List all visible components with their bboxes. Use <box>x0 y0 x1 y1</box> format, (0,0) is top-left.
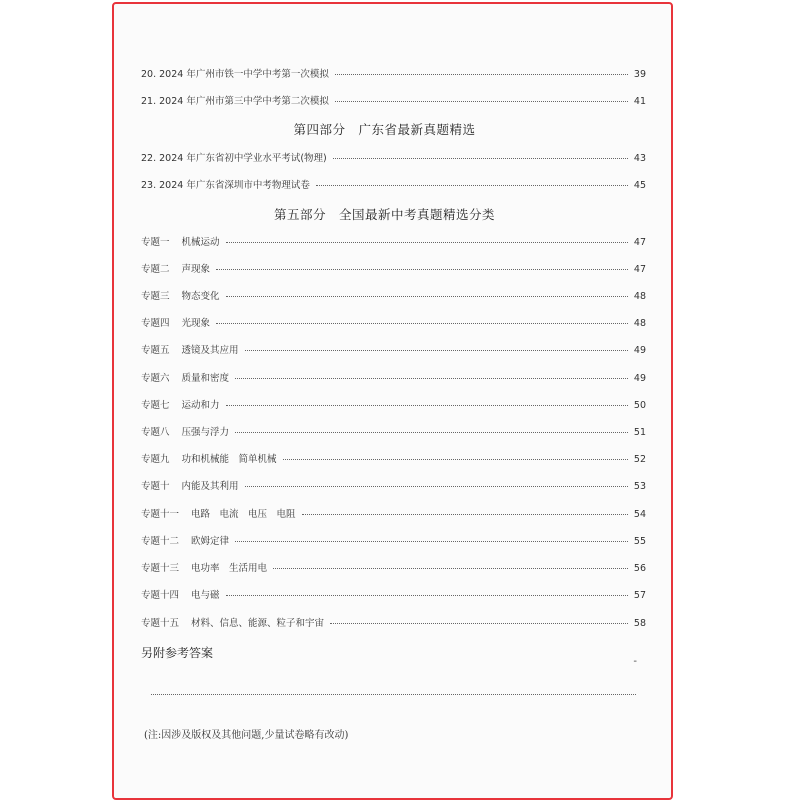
leader-dots <box>302 514 628 515</box>
topic-name: 材料、信息、能源、粒子和宇宙 <box>191 618 325 629</box>
topic-page: 49 <box>633 373 646 384</box>
copyright-note: (注:因涉及版权及其他问题,少量试卷略有改动) <box>144 730 349 741</box>
topic-entry <box>141 451 646 465</box>
topic-name: 声现象 <box>181 264 211 275</box>
topic-name: 质量和密度 <box>181 373 230 384</box>
section-title: 第四部分 广东省最新真题精选 <box>293 122 476 137</box>
leader-dots <box>226 242 628 243</box>
topic-number: 专题七 <box>141 400 170 411</box>
leader-dots <box>226 595 628 596</box>
topic-number: 专题五 <box>141 345 170 356</box>
topic-number: 专题一 <box>141 237 170 248</box>
leader-dots <box>226 296 628 297</box>
leader-dots <box>273 568 628 569</box>
topic-number: 专题六 <box>141 373 170 384</box>
leader-dots <box>316 185 628 186</box>
topic-name: 光现象 <box>181 318 211 329</box>
topic-entry <box>141 261 646 275</box>
leader-dots <box>245 486 628 487</box>
leader-dots <box>245 350 628 351</box>
topic-entry <box>141 615 646 629</box>
toc-entry <box>141 66 646 80</box>
topic-entry <box>141 587 646 601</box>
topic-page: 56 <box>633 563 646 574</box>
topic-page: 57 <box>633 590 646 601</box>
topic-name: 功和机械能 简单机械 <box>181 454 277 465</box>
topic-name: 电功率 生活用电 <box>191 563 268 574</box>
section-title: 第五部分 全国最新中考真题精选分类 <box>273 207 495 222</box>
topic-page: 49 <box>633 345 646 356</box>
toc-entry-page: 41 <box>633 96 646 107</box>
topic-page: 55 <box>633 536 646 547</box>
topic-name: 运动和力 <box>181 400 220 411</box>
topic-number: 专题十 <box>141 481 170 492</box>
topic-name: 物态变化 <box>181 291 220 302</box>
toc-entry-label: 22. 2024 年广东省初中学业水平考试(物理) <box>141 153 327 164</box>
toc-page <box>112 2 673 800</box>
toc-entry-label: 21. 2024 年广州市第三中学中考第二次模拟 <box>141 96 329 107</box>
leader-dots <box>335 101 628 102</box>
topic-page: 52 <box>633 454 646 465</box>
leader-dots <box>333 158 628 159</box>
leader-dots <box>216 269 628 270</box>
leader-dots <box>335 74 628 75</box>
topic-entry <box>141 397 646 411</box>
leader-dots <box>235 378 628 379</box>
topic-name: 内能及其利用 <box>181 481 239 492</box>
topic-entry <box>141 533 646 547</box>
topic-entry <box>141 288 646 302</box>
topic-entry <box>141 424 646 438</box>
topic-entry <box>141 560 646 574</box>
topic-number: 专题二 <box>141 264 170 275</box>
answers-heading: 另附参考答案 <box>141 646 214 660</box>
toc-entry-page: 43 <box>633 153 646 164</box>
topic-number: 专题九 <box>141 454 170 465</box>
toc-entry <box>141 150 646 164</box>
topic-name: 透镜及其应用 <box>181 345 239 356</box>
topic-page: 48 <box>633 318 646 329</box>
toc-entry <box>141 177 646 191</box>
leader-dots <box>216 323 628 324</box>
toc-entry-page: 39 <box>633 69 646 80</box>
topic-page: 54 <box>633 509 646 520</box>
topic-page: 47 <box>633 237 646 248</box>
topic-page: 58 <box>633 618 646 629</box>
toc-entry <box>141 93 646 107</box>
topic-entry <box>141 342 646 356</box>
topic-name: 电与磁 <box>191 590 220 601</box>
topic-number: 专题十二 <box>141 536 180 547</box>
topic-entry <box>141 506 646 520</box>
topic-number: 专题十三 <box>141 563 180 574</box>
topic-number: 专题十五 <box>141 618 180 629</box>
topic-name: 压强与浮力 <box>181 427 230 438</box>
toc-entry-label: 23. 2024 年广东省深圳市中考物理试卷 <box>141 180 310 191</box>
leader-dots <box>235 432 628 433</box>
topic-page: 50 <box>633 400 646 411</box>
leader-dots <box>283 459 628 460</box>
topic-number: 专题十四 <box>141 590 180 601</box>
topic-entry <box>141 315 646 329</box>
topic-entry <box>141 370 646 384</box>
leader-dots <box>226 405 628 406</box>
toc-entry-page: 45 <box>633 180 646 191</box>
toc-entry-label: 20. 2024 年广州市铁一中学中考第一次模拟 <box>141 69 329 80</box>
topic-name: 机械运动 <box>181 237 220 248</box>
answers-trailing-mark: - <box>633 656 637 667</box>
topic-number: 专题四 <box>141 318 170 329</box>
leader-dots <box>235 541 628 542</box>
answers-leader-dots <box>151 694 636 695</box>
topic-page: 48 <box>633 291 646 302</box>
topic-page: 51 <box>633 427 646 438</box>
topic-number: 专题十一 <box>141 509 180 520</box>
topic-entry <box>141 478 646 492</box>
topic-name: 欧姆定律 <box>191 536 230 547</box>
topic-number: 专题八 <box>141 427 170 438</box>
topic-name: 电路 电流 电压 电阻 <box>191 509 296 520</box>
topic-entry <box>141 234 646 248</box>
topic-number: 专题三 <box>141 291 170 302</box>
leader-dots <box>330 623 628 624</box>
topic-page: 47 <box>633 264 646 275</box>
topic-page: 53 <box>633 481 646 492</box>
